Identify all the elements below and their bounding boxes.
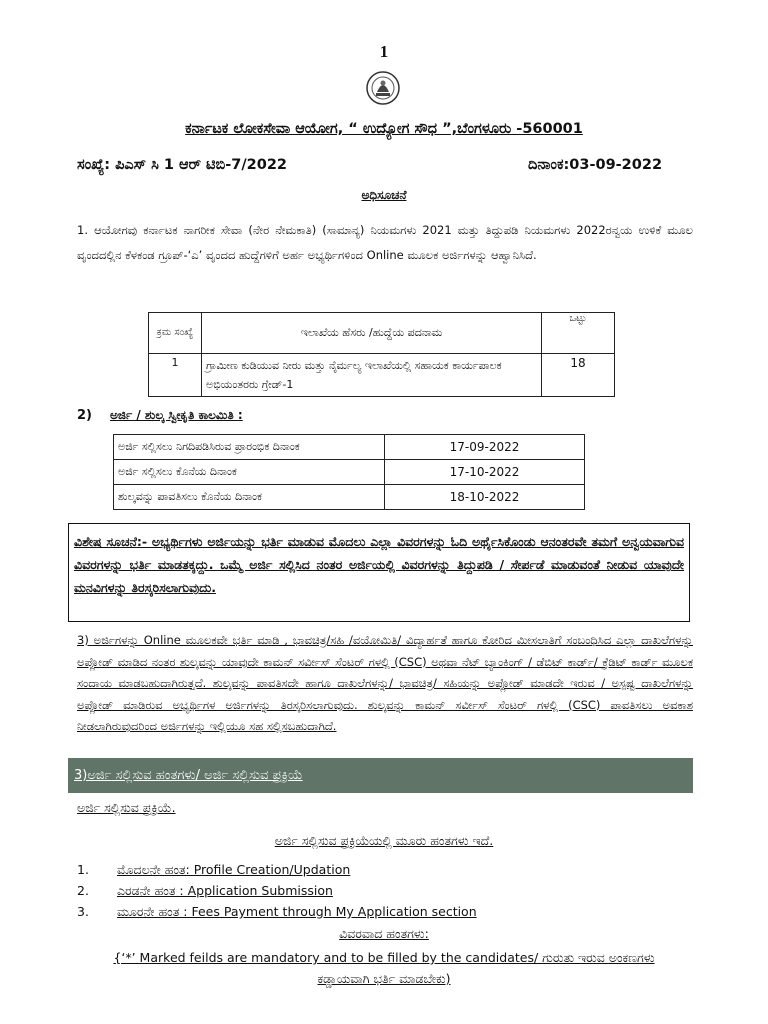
section-3-band: [68, 758, 693, 793]
date-value: 18-10-2022: [385, 485, 585, 510]
intro-paragraph: 1. ಆಯೋಗವು ಕರ್ನಾಟಕ ನಾಗರೀಕ ಸೇವಾ (ನೇರ ನೇಮಕಾತಿ) (ಸಾಮಾನ್ಯ) ನಿಯಮಗಳು 2021 ಮತ್ತು ತಿದ್ದುಪಡಿ ನಿಯಮಗಳು 2022ರನ್ವಯ ಉಳಿಕೆ ಮೂಲ ವೃಂದದಲ್ಲಿನ ಕೆಳಕಂಡ ಗ್ರೂಪ್-‘ಎ’ ವೃಂದದ ಹುದ್ದೆಗಳಿಗೆ ಅರ್ಹ ಅಭ್ಯರ್ಥಿಗಳಿಂದ Online ಮೂಲಕ ಅರ್ಜಿಗಳನ್ನು ಆಹ್ವಾನಿಸಿದೆ.: [77, 223, 693, 262]
special-note-box: [68, 523, 690, 622]
mandatory-note: [100, 947, 668, 989]
header-sl: ಕ್ರಮ ಸಂಖ್ಯೆ: [149, 313, 202, 354]
notification-title: [0, 188, 768, 203]
steps-list: [77, 862, 477, 925]
reference-number: ಸಂಖ್ಯೆ: ಪಿಎಸ್ ಸಿ 1 ಆರ್ ಟಿಬಿ-7/2022: [77, 157, 287, 173]
row-name: ಗ್ರಾಮೀಣ ಕುಡಿಯುವ ನೀರು ಮತ್ತು ನೈರ್ಮಲ್ಯ ಇಲಾಖೆಯಲ್ಲಿ ಸಹಾಯಕ ಕಾರ್ಯಪಾಲಕ ಅಭಿಯಂತರರು ಗ್ರೇಡ್-1: [202, 354, 542, 397]
section-2-number: 2): [77, 408, 92, 423]
list-item: [77, 883, 477, 904]
table-row: [114, 460, 585, 485]
table-row: [114, 435, 585, 460]
row-sl: 1: [149, 354, 202, 397]
header-total: ಒಟ್ಟು: [542, 313, 615, 354]
date-value: 17-10-2022: [385, 460, 585, 485]
table-row: [149, 354, 615, 397]
three-steps-line: ಅರ್ಜಿ ಸಲ್ಲಿಸುವ ಪ್ರಕ್ರಿಯೆಯಲ್ಲಿ ಮೂರು ಹಂತಗಳು ಇದೆ.: [274, 833, 494, 848]
row-total: 18: [542, 354, 615, 397]
date-label: ಅರ್ಜಿ ಸಲ್ಲಿಸಲು ಕೊನೆಯ ದಿನಾಂಕ: [114, 460, 385, 485]
date-label: ಅರ್ಜಿ ಸಲ್ಲಿಸಲು ನಿಗದಿಪಡಿಸಿರುವ ಪ್ರಾರಂಭಿಕ ದಿನಾಂಕ: [114, 435, 385, 460]
posts-table: [148, 312, 615, 397]
payment-paragraph: [77, 630, 693, 738]
dates-table: [113, 434, 585, 510]
step-number: 2.: [77, 883, 89, 898]
table-row: [114, 485, 585, 510]
header-name: ಇಲಾಖೆಯ ಹೆಸರು /ಹುದ್ದೆಯ ಪದನಾಮ: [202, 313, 542, 354]
office-address-text: ಕರ್ನಾಟಕ ಲೋಕಸೇವಾ ಆಯೋಗ, “ ಉದ್ಯೋಗ ಸೌಧ ”,ಬೆಂಗಳೂರು -560001: [185, 121, 583, 137]
state-emblem-icon: [365, 70, 401, 106]
special-note-text: ವಿಶೇಷ ಸೂಚನೆ:- ಅಭ್ಯರ್ಥಿಗಳು ಅರ್ಜಿಯನ್ನು ಭರ್ತಿ ಮಾಡುವ ಮೊದಲು ಎಲ್ಲಾ ವಿವರಗಳನ್ನು ಓದಿ ಅರ್ಥೈಸಿಕೊಂಡು ಆನಂತರವೇ ತಮಗೆ ಅನ್ವಯವಾಗುವ ವಿವರಗಳನ್ನು ಭರ್ತಿ ಮಾಡತಕ್ಕದ್ದು. ಒಮ್ಮೆ ಅರ್ಜಿ ಸಲ್ಲಿಸಿದ ನಂತರ ಅರ್ಜಿಯಲ್ಲಿ ವಿವರಗಳನ್ನು ತಿದ್ದುಪಡಿ / ಸೇರ್ಪಡೆ ಮಾಡುವಂತೆ ನೀಡುವ ಯಾವುದೇ ಮನವಿಗಳನ್ನು ತಿರಸ್ಕರಿಸಲಾಗುವುದು.: [74, 534, 684, 595]
step-number: 3.: [77, 904, 89, 919]
step-number: 1.: [77, 862, 89, 877]
section-2-heading: [77, 408, 243, 423]
notification-date: ದಿನಾಂಕ:03-09-2022: [528, 157, 663, 173]
page-number: 1: [379, 42, 389, 61]
payment-paragraph-text: 3) ಅರ್ಜಿಗಳನ್ನು Online ಮೂಲಕವೇ ಭರ್ತಿ ಮಾಡಿ , ಭಾವಚಿತ್ರ/ಸಹಿ /ವಯೋಮಿತಿ/ ವಿದ್ಯಾರ್ಹತೆ ಹಾಗೂ ಕೋರಿದ ಮೀಸಲಾತಿಗೆ ಸಂಬಂಧಿಸಿದ ಎಲ್ಲಾ ದಾಖಲೆಗಳನ್ನು ಅಪ್ಲೋಡ್ ಮಾಡಿದ ನಂತರ ಶುಲ್ಕವನ್ನು ಯಾವುದೇ ಕಾಮನ್ ಸರ್ವೀಸ್ ಸೆಂಟರ್ ಗಳಲ್ಲಿ (CSC) ಅಥವಾ ನೆಟ್ ಬ್ಯಾಂಕಿಂಗ್ / ಡೆಬಿಟ್ ಕಾರ್ಡ್/ ಕ್ರೆಡಿಟ್ ಕಾರ್ಡ್ ಮೂಲಕ ಸಂದಾಯ ಮಾಡಬಹುದಾಗಿರುತ್ತದೆ. ಶುಲ್ಕವನ್ನು ಪಾವತಿಸದೇ ಹಾಗೂ ದಾಖಲೆಗಳನ್ನು/ ಭಾವಚಿತ್ರ/ ಸಹಿಯನ್ನು ಅಪ್ಲೋಡ್ ಮಾಡದೇ ಇರುವ / ಅಸ್ಪಷ್ಟ ದಾಖಲೆಗಳನ್ನು ಅಪ್ಲೋಡ್ ಮಾಡಿರುವ ಅಭ್ಯರ್ಥಿಗಳ ಅರ್ಜಿಗಳನ್ನು ತಿರಸ್ಕರಿಸಲಾಗುವುದು. ಶುಲ್ಕವನ್ನು ಕಾಮನ್ ಸರ್ವೀಸ್ ಸೆಂಟರ್ ಗಳಲ್ಲಿ (CSC) ಪಾವತಿಸಲು ಅವಕಾಶ ನೀಡಲಾಗಿರುವುದರಿಂದ ಅರ್ಜಿಗಳನ್ನು ಇಲ್ಲಿಯೂ ಸಹ ಸಲ್ಲಿಸಬಹುದಾಗಿದೆ.: [77, 633, 693, 733]
notification-title-text: ಅಧಿಸೂಚನೆ: [361, 188, 407, 202]
section-2-title: ಅರ್ಜಿ / ಶುಲ್ಕ ಸ್ವೀಕೃತಿ ಕಾಲಮಿತಿ :: [110, 408, 243, 422]
section-3-band-text: 3)ಅರ್ಜಿ ಸಲ್ಲಿಸುವ ಹಂತಗಳು/ ಅರ್ಜಿ ಸಲ್ಲಿಸುವ ಪ್ರಕ್ರಿಯೆ: [74, 768, 303, 783]
procedure-heading: ಅರ್ಜಿ ಸಲ್ಲಿಸುವ ಪ್ರಕ್ರಿಯೆ.: [77, 800, 176, 815]
office-address: [0, 121, 768, 137]
detailed-steps-heading: ವಿವರವಾದ ಹಂತಗಳು:: [339, 926, 429, 941]
step-text: ಮೂರನೇ ಹಂತ : Fees Payment through My Application section: [117, 904, 477, 919]
step-text: ಎರಡನೇ ಹಂತ : Application Submission: [117, 883, 333, 898]
date-label: ಶುಲ್ಕವನ್ನು ಪಾವತಿಸಲು ಕೊನೆಯ ದಿನಾಂಕ: [114, 485, 385, 510]
list-item: [77, 904, 477, 925]
step-text: ಮೊದಲನೇ ಹಂತ: Profile Creation/Updation: [117, 862, 351, 877]
mandatory-note-text: {‘*’ Marked feilds are mandatory and to be filled by the candidates/ ಗುರುತು ಇರುವ ಅಂಕಣಗಳು ಕಡ್ಡಾಯವಾಗಿ ಭರ್ತಿ ಮಾಡಬೇಕು): [113, 950, 655, 986]
table-header-row: [149, 313, 615, 354]
list-item: [77, 862, 477, 883]
date-value: 17-09-2022: [385, 435, 585, 460]
